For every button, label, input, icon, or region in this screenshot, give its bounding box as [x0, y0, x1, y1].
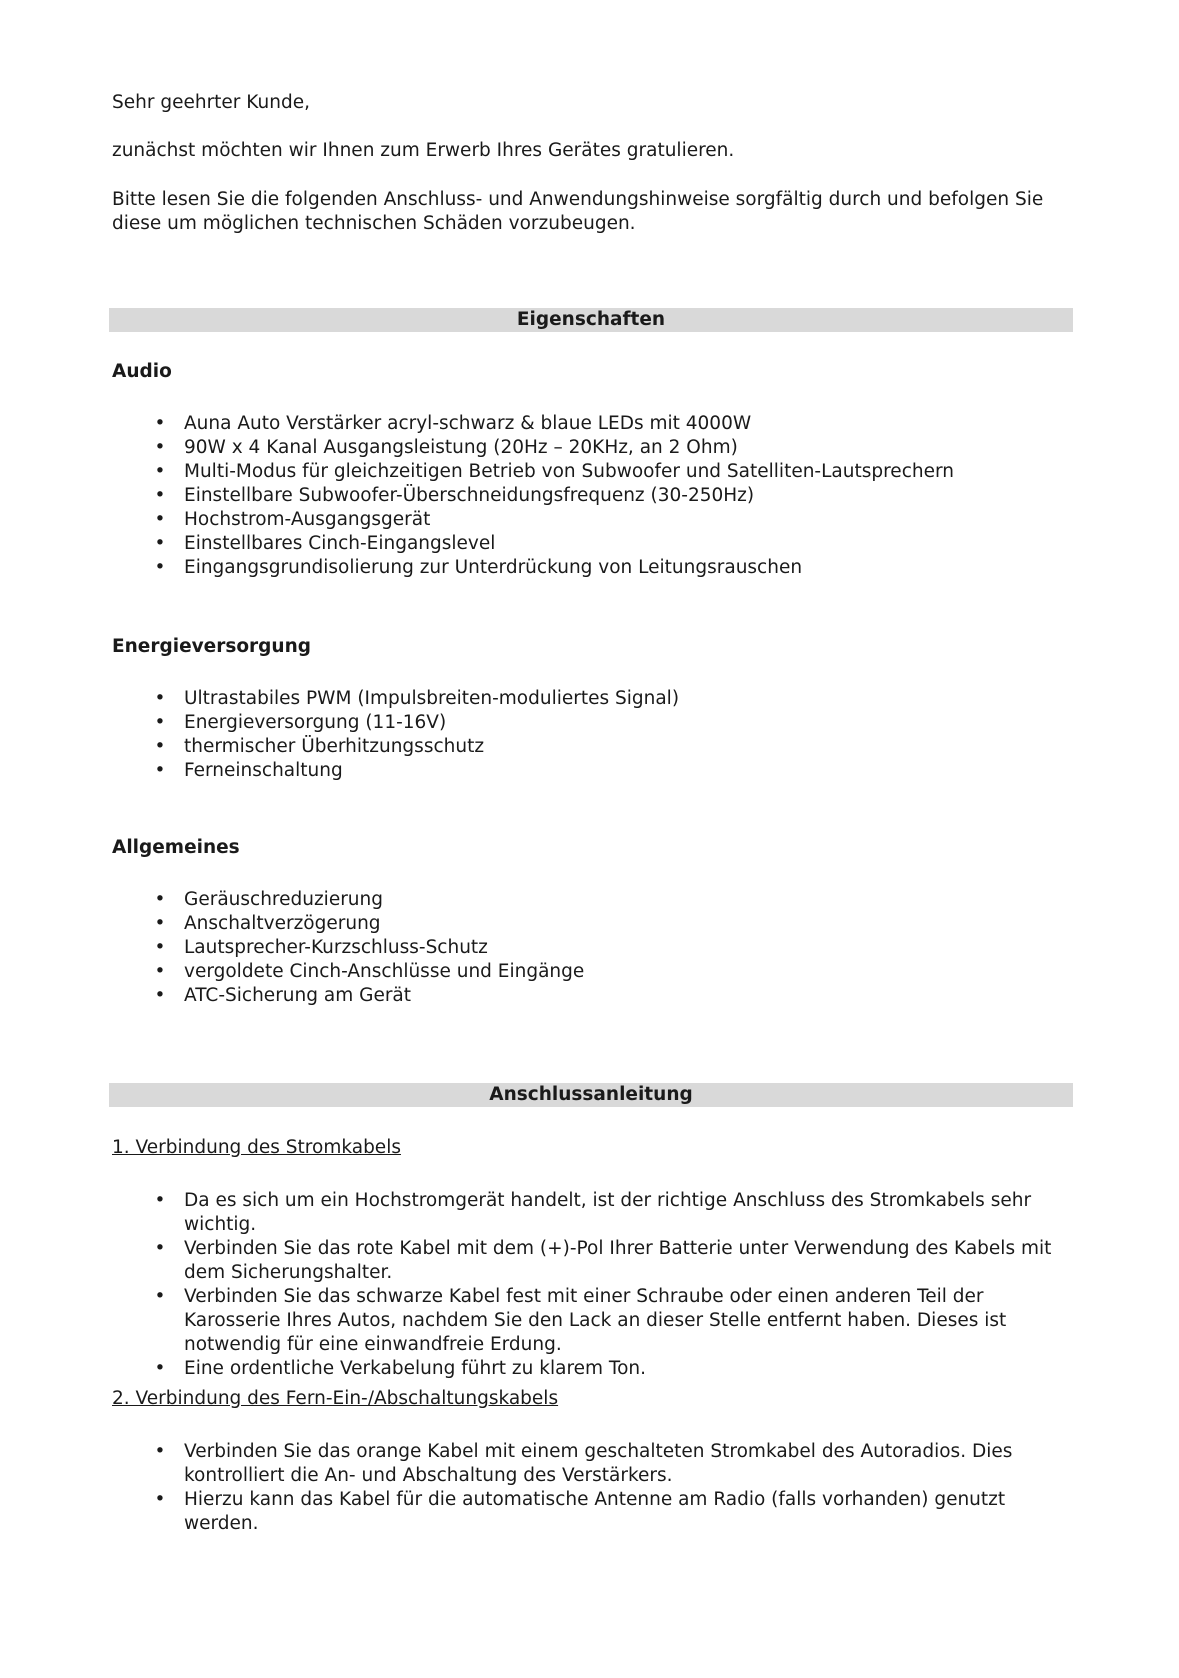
bullet-icon: • [154, 1238, 166, 1259]
bullet-icon: • [154, 1190, 166, 1211]
bullet-icon: • [154, 688, 166, 709]
bullet-icon: • [154, 937, 166, 958]
greeting: Sehr geehrter Kunde, [112, 92, 310, 113]
list-item: • Ferneinschaltung [154, 760, 343, 781]
list-item: • Ultrastabiles PWM (Impulsbreiten-moduliertes Signal) [154, 688, 680, 709]
list-item: • Energieversorgung (11-16V) [154, 712, 447, 733]
section-header-features: Eigenschaften [109, 308, 1073, 332]
bullet-icon: • [154, 1286, 166, 1307]
bullet-icon: • [154, 437, 166, 458]
bullet-icon: • [154, 533, 166, 554]
list-item: • Hochstrom-Ausgangsgerät [154, 509, 431, 530]
bullet-icon: • [154, 913, 166, 934]
heading-general: Allgemeines [112, 837, 240, 858]
bullet-icon: • [154, 413, 166, 434]
list-item: • thermischer Überhitzungsschutz [154, 736, 485, 757]
power-cable-list [112, 1189, 1072, 1381]
bullet-icon: • [154, 1441, 166, 1462]
bullet-icon: • [154, 509, 166, 530]
list-item: • Einstellbares Cinch-Eingangslevel [154, 533, 496, 554]
bullet-icon: • [154, 985, 166, 1006]
subheading-remote-cable: 2. Verbindung des Fern-Ein-/Abschaltungskabels [112, 1388, 559, 1409]
bullet-icon: • [154, 712, 166, 733]
list-item: • Lautsprecher-Kurzschluss-Schutz [154, 937, 488, 958]
list-item: • Verbinden Sie das orange Kabel mit einem geschalteten Stromkabel des Autoradios. Dies kontrolliert die An- und Abschaltung des Verstärkers. [154, 1441, 1013, 1486]
bullet-icon: • [154, 760, 166, 781]
heading-audio: Audio [112, 361, 172, 382]
list-item: • Geräuschreduzierung [154, 889, 384, 910]
list-item: • Eine ordentliche Verkabelung führt zu klarem Ton. [154, 1358, 647, 1379]
subheading-power-cable: 1. Verbindung des Stromkabels [112, 1137, 401, 1158]
bullet-icon: • [154, 961, 166, 982]
bullet-icon: • [154, 485, 166, 506]
bullet-icon: • [154, 736, 166, 757]
list-item: • Da es sich um ein Hochstromgerät handelt, ist der richtige Anschluss des Stromkabels sehr wichtig. [154, 1190, 1032, 1235]
list-item: • ATC-Sicherung am Gerät [154, 985, 412, 1006]
list-item: • Hierzu kann das Kabel für die automatische Antenne am Radio (falls vorhanden) genutzt werden. [154, 1489, 1006, 1534]
list-item: • Verbinden Sie das schwarze Kabel fest mit einer Schraube oder einen anderen Teil der Karosserie Ihres Autos, nachdem Sie den Lack an dieser Stelle entfernt haben. Dieses ist notwendig für eine einwandfreie Erdung. [154, 1286, 1007, 1355]
bullet-icon: • [154, 1358, 166, 1379]
intro-paragraph: zunächst möchten wir Ihnen zum Erwerb Ihres Gerätes gratulieren. [112, 140, 735, 161]
audio-list [112, 412, 1072, 580]
bullet-icon: • [154, 1489, 166, 1510]
list-item: • Anschaltverzögerung [154, 913, 381, 934]
energy-list [112, 687, 1072, 783]
list-item: • Eingangsgrundisolierung zur Unterdrückung von Leitungsrauschen [154, 557, 803, 578]
heading-energy: Energieversorgung [112, 636, 312, 657]
list-item: • Multi-Modus für gleichzeitigen Betrieb von Subwoofer und Satelliten-Lautsprechern [154, 461, 954, 482]
remote-cable-list [112, 1440, 1072, 1536]
bullet-icon: • [154, 889, 166, 910]
list-item: • Verbinden Sie das rote Kabel mit dem (+)-Pol Ihrer Batterie unter Verwendung des Kabels mit dem Sicherungshalter. [154, 1238, 1052, 1283]
bullet-icon: • [154, 557, 166, 578]
list-item: • Auna Auto Verstärker acryl-schwarz & blaue LEDs mit 4000W [154, 413, 752, 434]
list-item: • 90W x 4 Kanal Ausgangsleistung (20Hz – 20KHz, an 2 Ohm) [154, 437, 738, 458]
list-item: • Einstellbare Subwoofer-Überschneidungsfrequenz (30-250Hz) [154, 485, 755, 506]
general-list [112, 888, 1072, 1008]
instructions-paragraph: Bitte lesen Sie die folgenden Anschluss- und Anwendungshinweise sorgfältig durch und befolgen Sie diese um möglichen technischen Schäden vorzubeugen. [112, 189, 1044, 234]
bullet-icon: • [154, 461, 166, 482]
section-header-connection: Anschlussanleitung [109, 1083, 1073, 1107]
list-item: • vergoldete Cinch-Anschlüsse und Eingänge [154, 961, 585, 982]
